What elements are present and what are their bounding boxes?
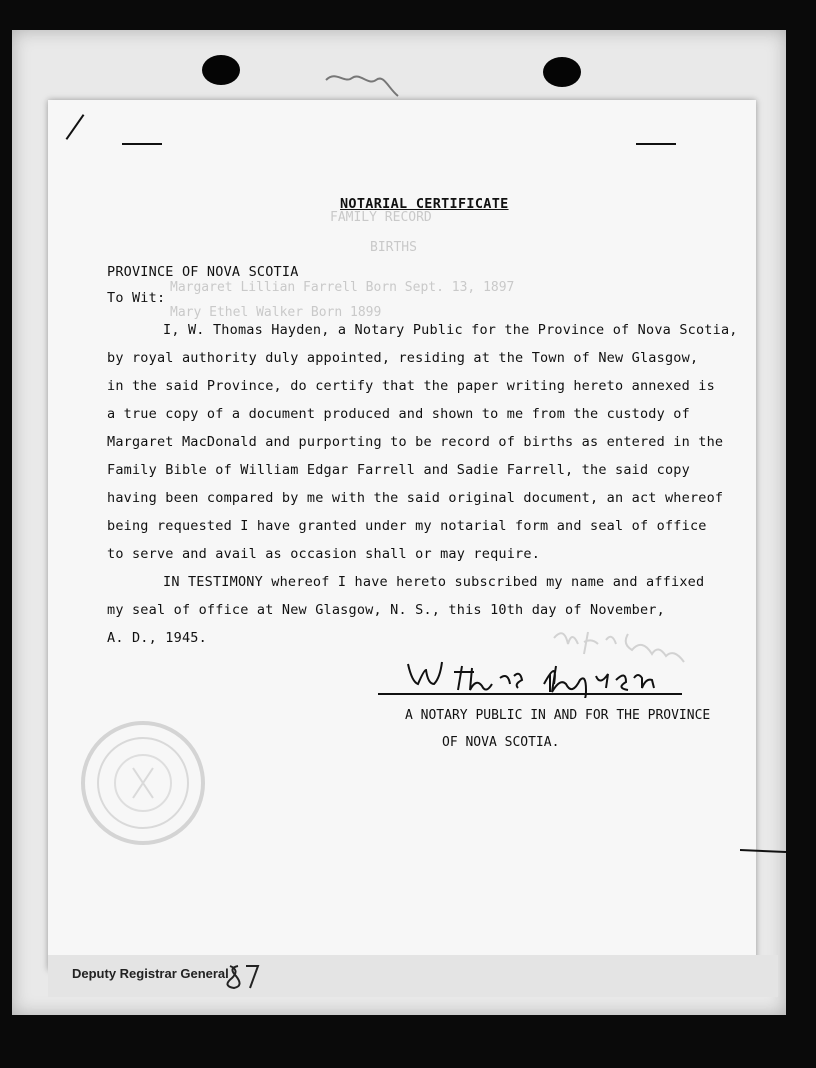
notary-title-line: OF NOVA SCOTIA.: [442, 735, 560, 750]
body-line: Family Bible of William Edgar Farrell and Sadie Farrell, the said copy: [107, 462, 690, 478]
province-heading: PROVINCE OF NOVA SCOTIA: [107, 264, 299, 280]
bleed-through-text: FAMILY RECORD: [330, 210, 432, 225]
body-line: being requested I have granted under my notarial form and seal of office: [107, 518, 707, 534]
to-wit-label: To Wit:: [107, 290, 166, 306]
testimony-line: my seal of office at New Glasgow, N. S., this 10th day of November,: [107, 602, 665, 618]
body-line: a true copy of a document produced and shown to me from the custody of: [107, 406, 690, 422]
page-edge-mark: [740, 840, 786, 860]
body-line: in the said Province, do certify that the paper writing hereto annexed is: [107, 378, 715, 394]
margin-dash-left: [122, 143, 162, 145]
bleed-through-text: Margaret Lillian Farrell Born Sept. 13, 1897: [170, 280, 515, 295]
body-line: to serve and avail as occasion shall or may require.: [107, 546, 541, 562]
bleed-through-text: BIRTHS: [370, 240, 417, 255]
body-line: having been compared by me with the said original document, an act whereof: [107, 490, 724, 506]
handwritten-number-mark: [224, 960, 264, 990]
body-line: by royal authority duly appointed, residing at the Town of New Glasgow,: [107, 350, 699, 366]
punch-hole-left: [202, 55, 240, 85]
certificate-title: NOTARIAL CERTIFICATE: [340, 196, 509, 212]
notary-title-line: A NOTARY PUBLIC IN AND FOR THE PROVINCE: [405, 708, 711, 723]
body-line: I, W. Thomas Hayden, a Notary Public for the Province of Nova Scotia,: [163, 322, 738, 338]
notary-signature: [378, 658, 688, 698]
embossed-seal-icon: [78, 718, 208, 848]
testimony-line: IN TESTIMONY whereof I have hereto subscribed my name and affixed: [163, 574, 705, 590]
deputy-registrar-label: Deputy Registrar General: [72, 966, 229, 981]
testimony-line: A. D., 1945.: [107, 630, 207, 646]
margin-dash-right: [636, 143, 676, 145]
bleed-through-text: Mary Ethel Walker Born 1899: [170, 305, 382, 320]
punch-hole-right: [543, 57, 581, 87]
body-line: Margaret MacDonald and purporting to be record of births as entered in the: [107, 434, 724, 450]
